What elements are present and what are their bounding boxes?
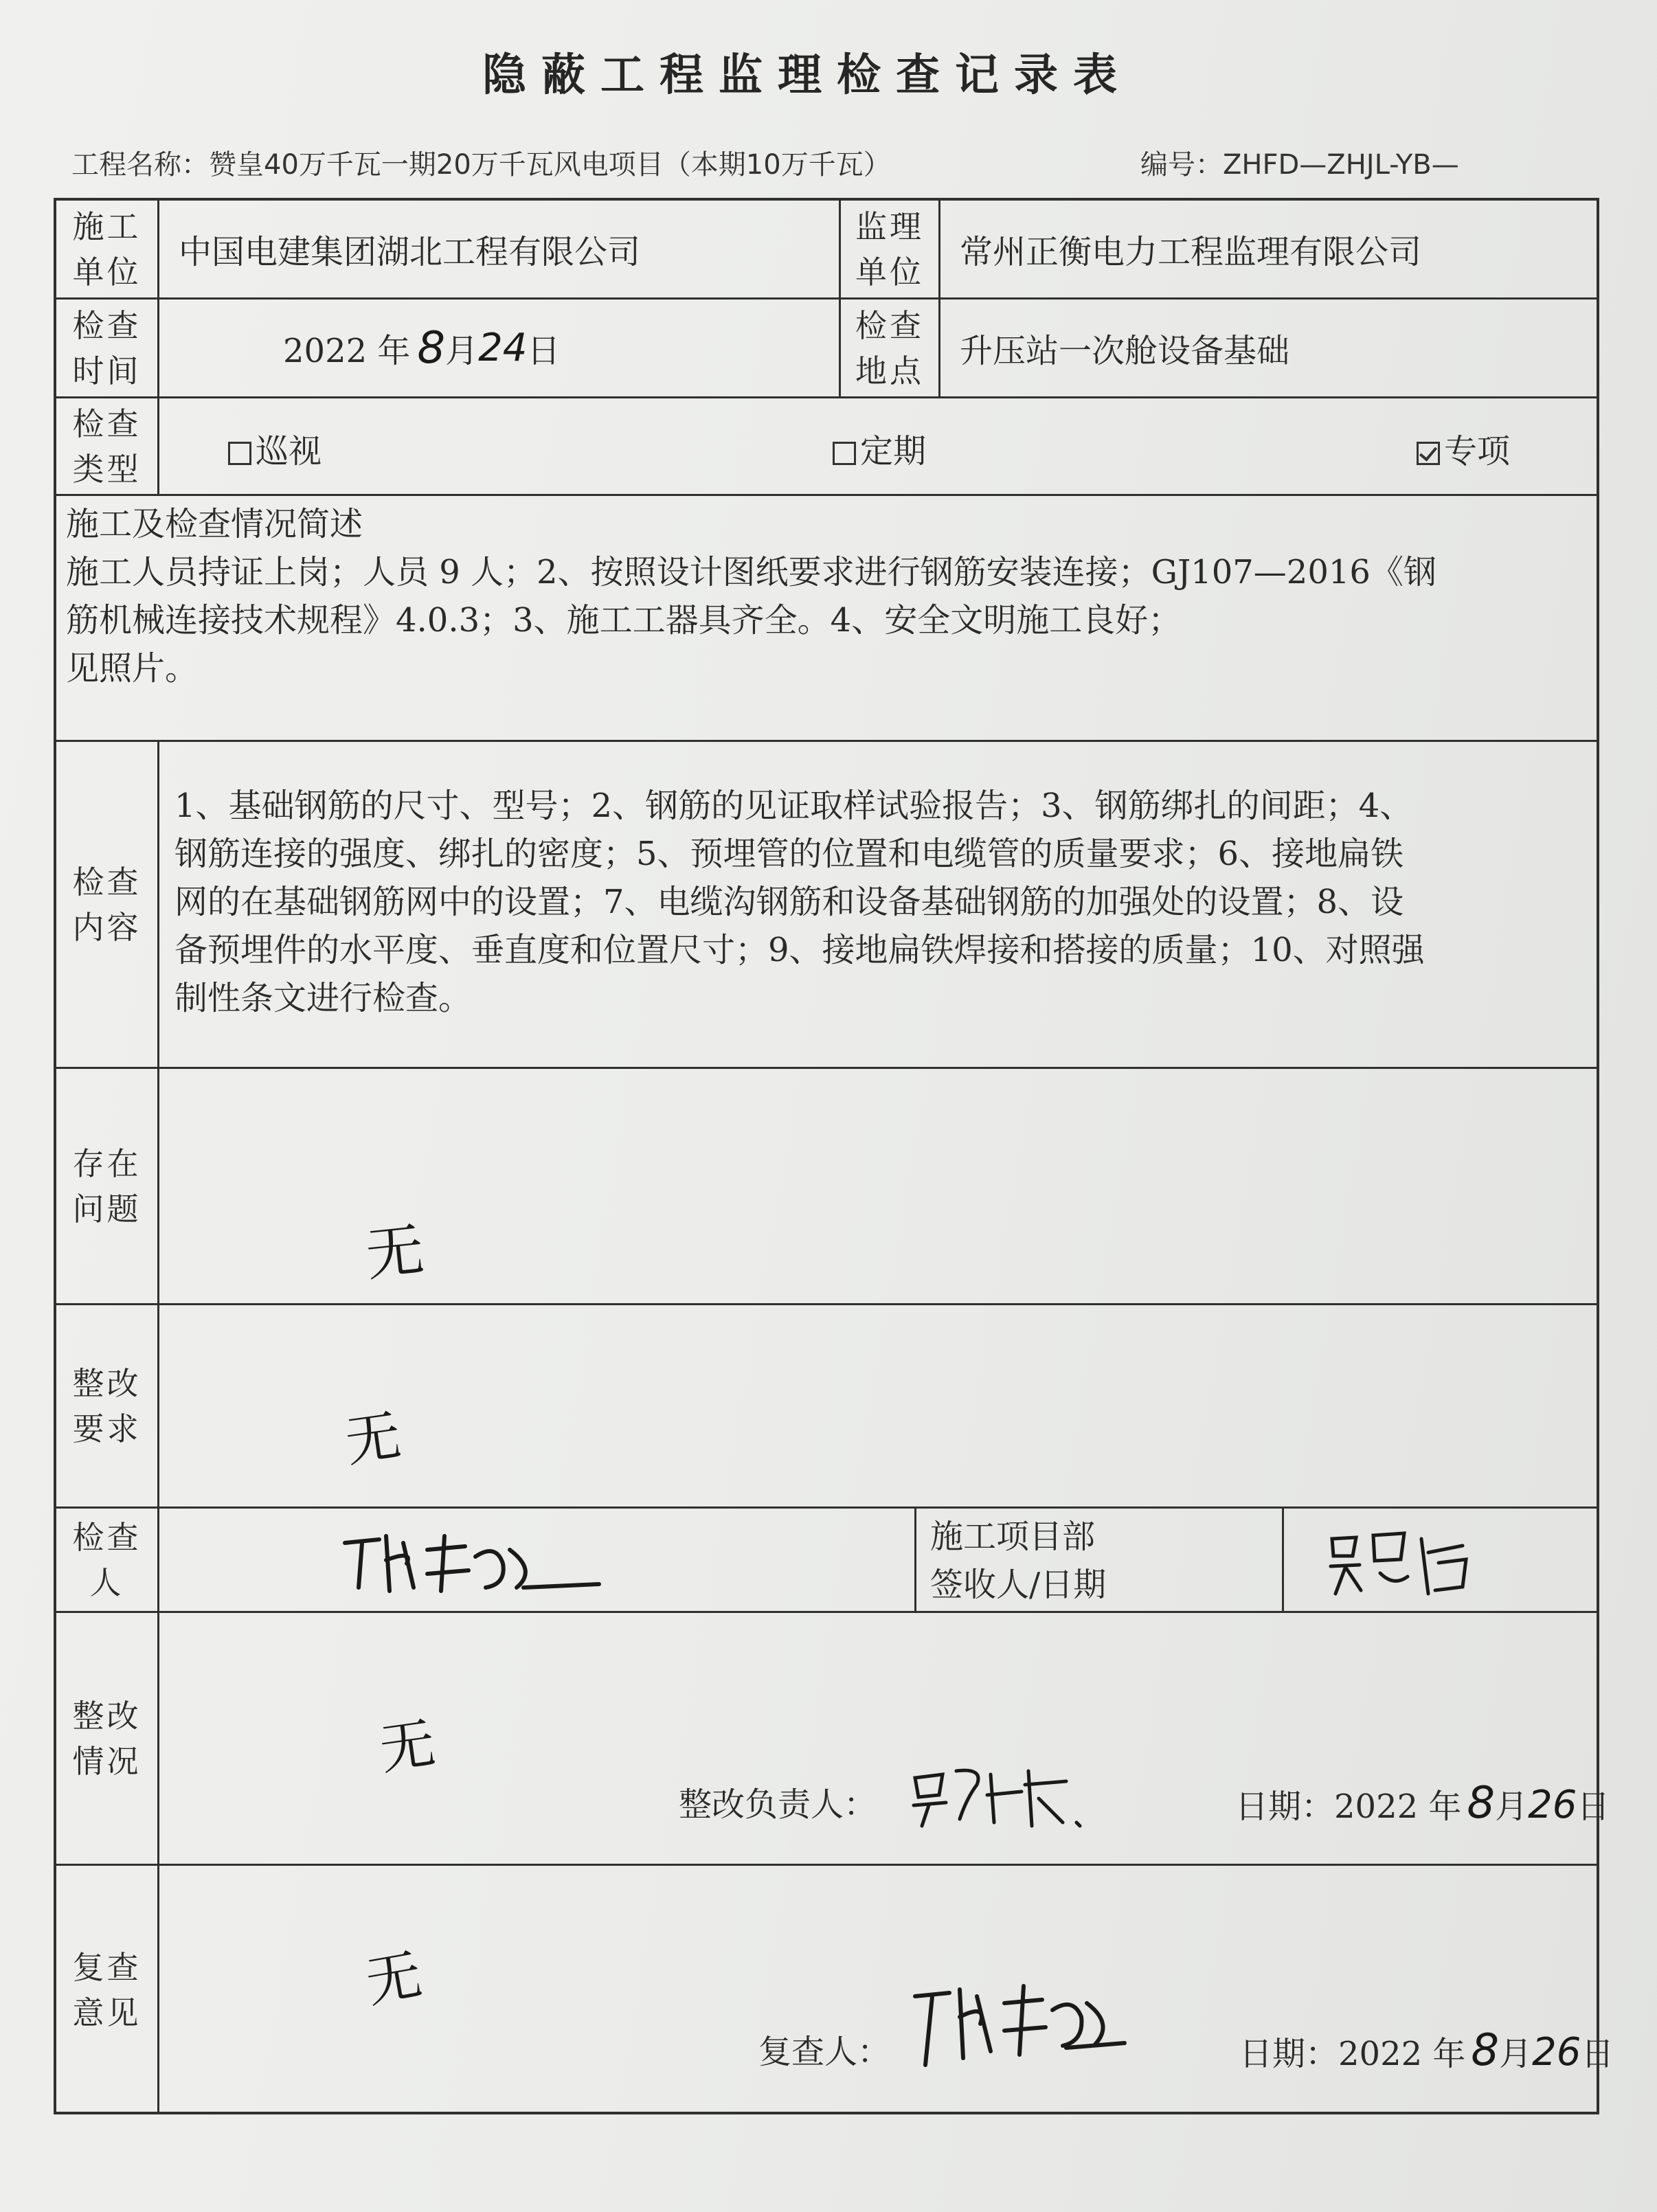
inspection-day-unit: 日: [527, 332, 561, 370]
project-name: 工程名称：赞皇40万千瓦一期20万千瓦风电项目（本期10万千瓦）: [71, 149, 891, 181]
rectify-requirements-value-cell: [159, 1305, 1597, 1506]
type-option-regular-label: 定期: [860, 432, 927, 471]
problems-label-text: 存在问题: [72, 1144, 142, 1228]
inspection-table: [54, 198, 1614, 2114]
row-time-place: [56, 300, 1597, 398]
inspector-signature-cell: [159, 1509, 916, 1611]
summary-line-1: 施工人员持证上岗；人员 9 人；2、按照设计图纸要求进行钢筋安装连接；GJ107—2016《钢: [66, 553, 1436, 591]
receiver-signature-cell: [1284, 1509, 1597, 1611]
row-summary: [56, 496, 1597, 742]
rectify-requirements-label-text: 整改要求: [72, 1364, 142, 1447]
checkbox-unchecked-icon: [833, 442, 856, 465]
inspector-label: [56, 1509, 159, 1611]
receiver-date-label: 签收人/日期: [930, 1566, 1107, 1604]
inspection-content-value: [159, 742, 1597, 1067]
row-units: [56, 201, 1597, 300]
inspection-content-label-text: 检查内容: [72, 863, 142, 946]
inspector-label-text: 检查人: [72, 1518, 142, 1601]
review-label: [56, 1866, 159, 2114]
inspection-type-options: [159, 398, 1597, 494]
review-value-handwritten: 无: [361, 1942, 427, 2016]
rectify-day-unit: 日: [1577, 1787, 1610, 1826]
review-day-unit: 日: [1581, 2035, 1614, 2073]
type-option-special[interactable]: [1417, 425, 1510, 472]
construction-unit-label-text: 施工单位: [72, 207, 142, 291]
summary-line-2: 筋机械连接技术规程》4.0.3；3、施工工器具齐全。4、安全文明施工良好；: [66, 601, 1182, 640]
row-inspector: [56, 1509, 1597, 1613]
inspection-type-label-text: 检查类型: [72, 405, 142, 488]
rectify-requirements-value-handwritten: 无: [341, 1403, 405, 1475]
inspection-type-label: [56, 398, 159, 494]
content-line-3: 网的在基础钢筋网中的设置；7、电缆沟钢筋和设备基础钢筋的加强处的设置；8、设: [174, 883, 1404, 921]
project-dept-receiver-label: [916, 1509, 1284, 1611]
summary-heading: 施工及检查情况简述: [66, 505, 363, 543]
supervision-unit-label: [841, 201, 940, 297]
content-line-2: 钢筋连接的强度、绑扎的密度；5、预埋管的位置和电缆管的质量要求；6、接地扁铁: [174, 835, 1404, 873]
inspector-signature-icon: [338, 1522, 613, 1605]
review-date-label: 日期：2022 年: [1239, 2035, 1466, 2073]
row-rectify-requirements: [56, 1305, 1597, 1509]
inspection-year: 2022 年: [283, 332, 411, 370]
problems-label: [56, 1069, 159, 1303]
inspection-month-unit: 月: [445, 332, 479, 370]
supervision-unit-value: 常州正衡电力工程监理有限公司: [960, 233, 1422, 271]
rectify-date-label: 日期：2022 年: [1235, 1787, 1462, 1826]
row-problems: [56, 1069, 1597, 1305]
review-month-handwritten: 8: [1471, 2025, 1500, 2076]
receiver-signature-icon: [1325, 1525, 1476, 1601]
rectify-date: [1235, 1778, 1610, 1829]
review-day-handwritten: 26: [1532, 2030, 1581, 2075]
review-label-text: 复查意见: [72, 1949, 142, 2031]
row-inspection-content: [56, 742, 1597, 1069]
content-line-1: 1、基础钢筋的尺寸、型号；2、钢筋的见证取样试验报告；3、钢筋绑扎的间距；4、: [174, 787, 1413, 825]
inspection-place-label: [841, 300, 940, 396]
type-option-patrol-label: 巡视: [256, 432, 322, 471]
rectify-status-value-cell: [159, 1613, 1610, 1864]
type-option-special-label: 专项: [1444, 432, 1511, 471]
type-option-regular[interactable]: [833, 425, 926, 472]
review-value-cell: [159, 1866, 1614, 2114]
inspection-place-value: 升压站一次舱设备基础: [960, 332, 1290, 370]
rectify-status-value-handwritten: 无: [375, 1711, 440, 1783]
content-line-5: 制性条文进行检查。: [174, 979, 472, 1017]
checkbox-checked-icon: [1417, 442, 1440, 465]
construction-unit-label: [56, 201, 159, 297]
row-inspection-type: [56, 398, 1597, 496]
rectify-status-label: [56, 1613, 159, 1864]
row-rectify-status: [56, 1613, 1610, 1866]
inspection-time-value: [159, 300, 841, 396]
supervision-unit-label-text: 监理单位: [855, 207, 924, 291]
type-option-patrol[interactable]: [228, 425, 322, 472]
construction-unit-value: 中国电建集团湖北工程有限公司: [159, 201, 841, 297]
summary-line-3: 见照片。: [66, 649, 199, 688]
row-review: [56, 1866, 1614, 2114]
inspection-content-label: [56, 742, 159, 1067]
review-date: [1239, 2025, 1614, 2076]
reviewer-signature-icon: [901, 1969, 1128, 2079]
rectify-person-signature-icon: [908, 1757, 1087, 1833]
inspection-time-label: [56, 300, 159, 396]
content-line-4: 备预埋件的水平度、垂直度和位置尺寸；9、接地扁铁焊接和搭接的质量；10、对照强: [174, 931, 1425, 969]
inspection-day-handwritten: 24: [478, 326, 528, 370]
inspection-month-handwritten: 8: [417, 322, 446, 374]
problems-value-cell: [159, 1069, 1597, 1303]
problems-value-handwritten: 无: [362, 1215, 427, 1289]
inspection-place-label-text: 检查地点: [855, 306, 924, 390]
review-month-unit: 月: [1499, 2035, 1533, 2073]
rectify-month-handwritten: 8: [1467, 1778, 1496, 1829]
document-title: 隐蔽工程监理检查记录表: [482, 49, 1132, 101]
rectify-status-label-text: 整改情况: [72, 1697, 142, 1780]
project-dept-label: 施工项目部: [930, 1517, 1096, 1556]
checkbox-unchecked-icon: [228, 442, 251, 465]
rectify-person-label: 整改负责人：: [679, 1785, 877, 1824]
rectify-month-unit: 月: [1495, 1787, 1529, 1826]
document-code: 编号：ZHFD—ZHJL-YB—: [1140, 149, 1459, 181]
rectify-requirements-label: [56, 1305, 159, 1506]
rectify-day-handwritten: 26: [1528, 1783, 1577, 1827]
reviewer-label: 复查人：: [758, 2033, 891, 2071]
inspection-time-label-text: 检查时间: [72, 306, 142, 390]
